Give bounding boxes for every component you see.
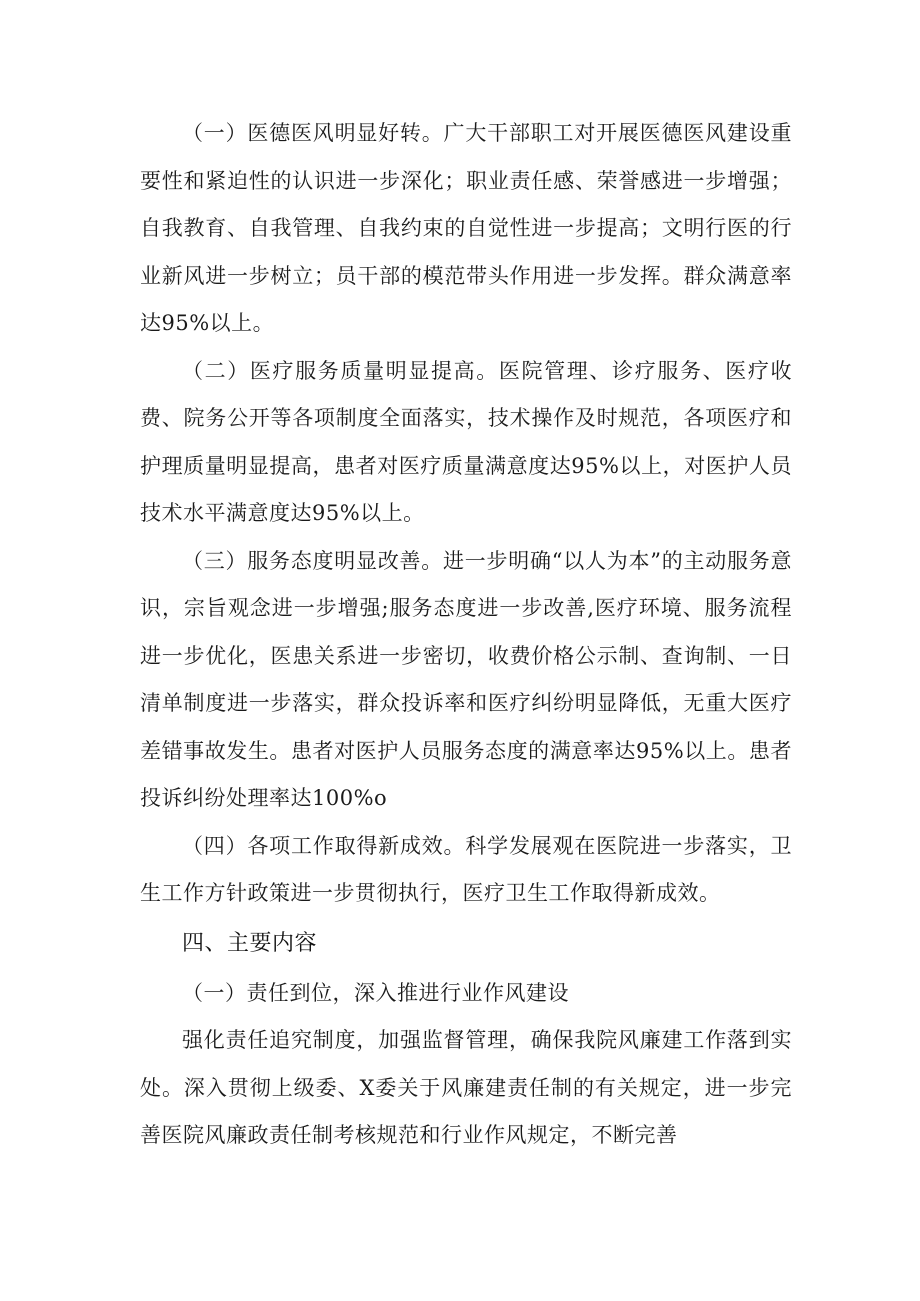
closing-paragraph: 强化责任追究制度，加强监督管理，确保我院风廉建工作落到实处。深入贯彻上级委、X委关于风廉建责任制的有关规定，进一步完善医院风廉政责任制考核规范和行业作风规定，不断完善 xyxy=(140,1028,792,1147)
document-body xyxy=(140,110,792,1160)
sub-heading: （一）责任到位，深入推进行业作风建设 xyxy=(182,980,569,1005)
paragraph-goal-4: （四）各项工作取得新成效。科学发展观在医院进一步落实，卫生工作方针政策进一步贯彻执行，医疗卫生工作取得新成效。 xyxy=(140,833,792,905)
paragraph-goal-2: （二）医疗服务质量明显提高。医院管理、诊疗服务、医疗收费、院务公开等各项制度全面落实，技术操作及时规范，各项医疗和护理质量明显提高，患者对医疗质量满意度达95%以上，对医护人员技术水平满意度达95%以上。 xyxy=(140,358,792,525)
section-heading: 四、主要内容 xyxy=(182,930,318,956)
paragraph-goal-3: （三）服务态度明显改善。进一步明确“以人为本”的主动服务意识，宗旨观念进一步增强;服务态度进一步改善,医疗环境、服务流程进一步优化，医患关系进一步密切，收费价格公示制、查询制、一日清单制度进一步落实，群众投诉率和医疗纠纷明显降低，无重大医疗差错事故发生。患者对医护人员服务态度的满意率达95%以上。患者投诉纠纷处理率达100%o xyxy=(140,548,792,810)
paragraph-goal-1: （一）医德医风明显好转。广大干部职工对开展医德医风建设重要性和紧迫性的认识进一步深化；职业责任感、荣誉感进一步增强；自我教育、自我管理、自我约束的自觉性进一步提高；文明行医的行业新风进一步树立；员干部的模范带头作用进一步发挥。群众满意率达95%以上。 xyxy=(140,121,792,335)
